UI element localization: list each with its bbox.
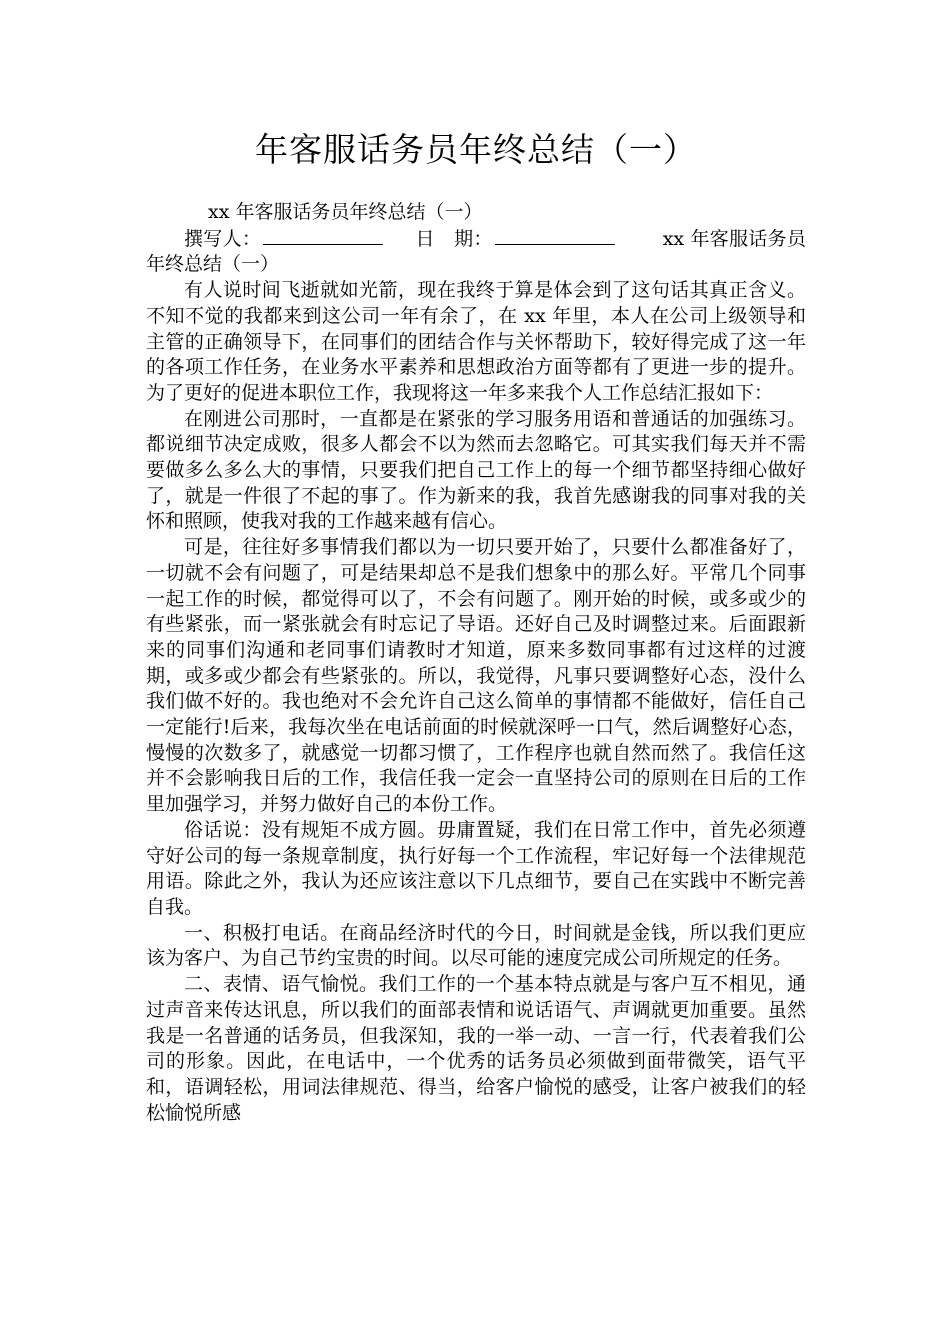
document-title: 年客服话务员年终总结（一） [255,130,697,169]
paragraph: 俗话说：没有规矩不成方圆。毋庸置疑，我们在日常工作中，首先必须遵守好公司的每一条规章制度，执行好每一个工作流程，牢记好每一个法律规范用语。除此之外，我认为还应该注意以下几点细节，要自己在实践中不断完善自我。 [146,818,806,918]
paragraph: 在刚进公司那时，一直都是在紧张的学习服务用语和普通话的加强练习。都说细节决定成败，很多人都会不以为然而去忽略它。可其实我们每天并不需要做多么多么大的事情，只要我们把自己工作上的每一个细节都坚持细心做好了，就是一件很了不起的事了。作为新来的我，我首先感谢我的同事对我的关怀和照顾，使我对我的工作越来越有信心。 [146,407,806,533]
paragraph: 一、积极打电话。在商品经济时代的今日，时间就是金钱，所以我们更应该为客户、为自己节约宝贵的时间。以尽可能的速度完成公司所规定的任务。 [146,921,806,970]
document-meta [146,226,806,278]
author-blank-line [263,226,383,245]
paragraph: 可是，往往好多事情我们都以为一切只要开始了，只要什么都准备好了，一切就不会有问题了，可是结果却总不是我们想象中的那么好。平常几个同事一起工作的时候，都觉得可以了，不会有问题了。刚开始的时候，或多或少的有些紧张，而一紧张就会有时忘记了导语。还好自己及时调整过来。后面跟新来的同事们沟通和老同事们请教时才知道，原来多数同事都有过这样的过渡期，或多或少都会有些紧张的。所以，我觉得，凡事只要调整好心态，没什么我们做不好的。我也绝对不会允许自己这么简单的事情都不能做好，信任自己一定能行!后来，我每次坐在电话前面的时候就深呼一口气，然后调整好心态，慢慢的次数多了，就感觉一切都习惯了，工作程序也就自然而然了。我信任这并不会影响我日后的工作，我信任我一定会一直坚持公司的原则在日后的工作里加强学习，并努力做好自己的本份工作。 [146,536,806,816]
meta-tail-text: xx 年客服话务员年终总结（一） [146,227,806,276]
date-label: 日 期： [415,227,493,250]
date-blank-line [495,226,615,245]
paragraph: 二、表情、语气愉悦。我们工作的一个基本特点就是与客户互不相见，通过声音来传达讯息，所以我们的面部表情和说话语气、声调就更加重要。虽然我是一名普通的话务员，但我深知，我的一举一动、一言一行，代表着我们公司的形象。因此，在电话中，一个优秀的话务员必须做到面带微笑，语气平和，语调轻松，用词法律规范、得当，给客户愉悦的感受，让客户被我们的轻松愉悦所感 [146,973,806,1124]
document-subtitle: xx 年客服话务员年终总结（一） [208,201,483,223]
paragraph: 有人说时间飞逝就如光箭，现在我终于算是体会到了这句话其真正含义。不知不觉的我都来到这公司一年有余了，在 xx 年里，本人在公司上级领导和主管的正确领导下，在同事们的团结合作与关怀帮助下，较好得完成了这一年的各项工作任务，在业务水平素养和思想政治方面等都有了更进一步的提升。为了更好的促进本职位工作，我现将这一年多来我个人工作总结汇报如下： [146,279,806,404]
author-label: 撰写人： [184,227,262,250]
document-body [146,200,806,1126]
